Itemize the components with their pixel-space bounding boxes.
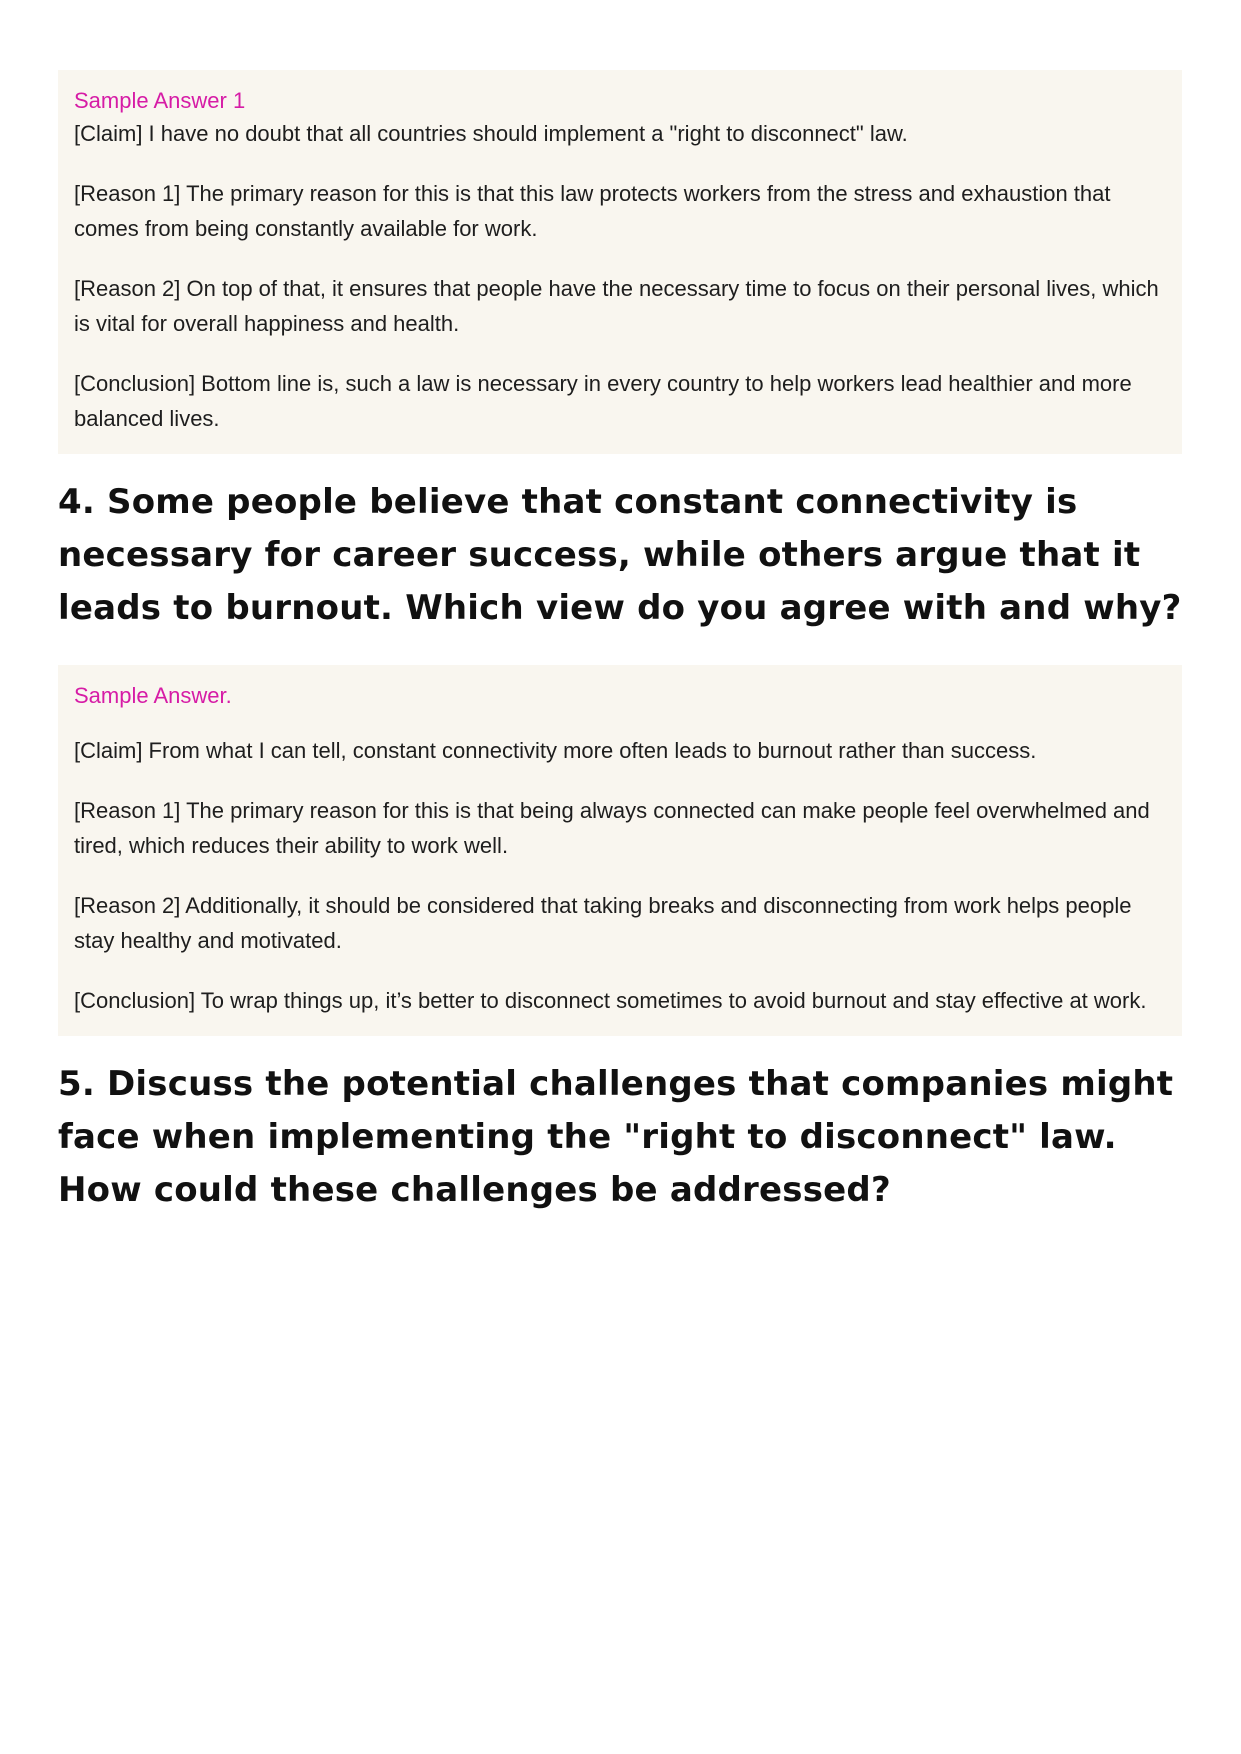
sample-answer-1-claim: [Claim] I have no doubt that all countries should implement a "right to disconnect" law. — [74, 121, 908, 146]
sample-answer-2-claim: [Claim] From what I can tell, constant connectivity more often leads to burnout rather than success. — [74, 738, 1037, 763]
sample-answer-1-reason-1: [Reason 1] The primary reason for this is that this law protects workers from the stress and exhaustion that comes from being constantly available for work. — [74, 181, 1111, 241]
sample-answer-1-label: Sample Answer 1 — [74, 88, 246, 113]
question-4-heading: 4. Some people believe that constant connectivity is necessary for career success, while others argue that it leads to burnout. Which view do you agree with and why? — [58, 482, 1182, 628]
sample-answer-2-conclusion: [Conclusion] To wrap things up, it’s better to disconnect sometimes to avoid burnout and stay effective at work. — [74, 988, 1147, 1013]
sample-answer-1-box — [58, 70, 1182, 454]
sample-answer-2-label: Sample Answer. — [74, 683, 232, 708]
question-5-heading: 5. Discuss the potential challenges that companies might face when implementing the "right to disconnect" law. How could these challenges be addressed? — [58, 1064, 1174, 1210]
document-page — [58, 70, 1182, 1217]
sample-answer-2-box — [58, 665, 1182, 1036]
sample-answer-1-conclusion: [Conclusion] Bottom line is, such a law is necessary in every country to help workers lead healthier and more balanced lives. — [74, 371, 1132, 431]
sample-answer-2-reason-2: [Reason 2] Additionally, it should be considered that taking breaks and disconnecting from work helps people stay healthy and motivated. — [74, 893, 1132, 953]
sample-answer-2-reason-1: [Reason 1] The primary reason for this is that being always connected can make people feel overwhelmed and tired, which reduces their ability to work well. — [74, 798, 1150, 858]
sample-answer-1-reason-2: [Reason 2] On top of that, it ensures that people have the necessary time to focus on their personal lives, which is vital for overall happiness and health. — [74, 276, 1159, 336]
